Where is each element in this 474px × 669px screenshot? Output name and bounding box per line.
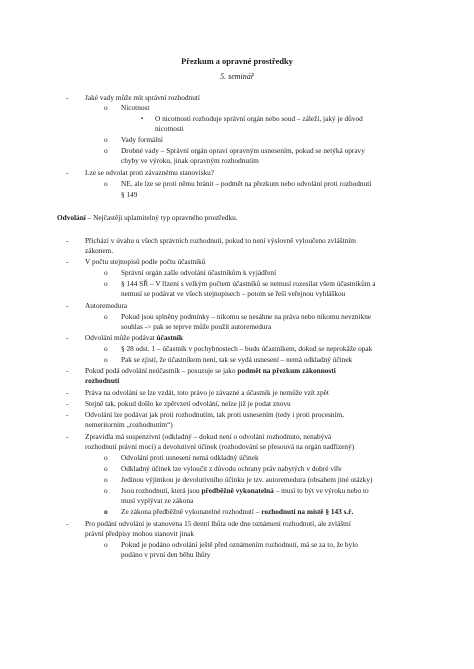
circle-marker: o — [104, 103, 108, 112]
document-subtitle: 5. seminář — [220, 72, 254, 81]
list-item-continuation: chyby ve výroku, jinak opravným rozhodnutím — [121, 156, 259, 165]
circle-marker: o — [104, 312, 108, 321]
list-item: Drobné vady – Správní orgán opraví opravným usnesením, pokud se netýká opravy — [121, 146, 365, 155]
circle-marker: o — [104, 486, 108, 495]
list-item-continuation: rozhodnutí právní moci) a devolutivní účinek (rozhodování se přesouvá na orgán nadřízený) — [85, 442, 355, 451]
list-item: Odvolání proti usnesení nemá odkladný účinek — [121, 453, 259, 462]
dash-marker: - — [66, 333, 69, 342]
list-item: Stejně tak, pokud došlo ke zpětvzetí odvolání, nelze již je podat znovu — [85, 399, 291, 408]
list-item: O nicotnosti rozhoduje správní orgán nebo soud – záleží, jaký je důvod — [155, 114, 363, 123]
circle-marker: o — [104, 146, 108, 155]
dash-marker: - — [66, 257, 69, 266]
list-item: Správní orgán zašle odvolání účastníkům k vyjádření — [121, 268, 277, 277]
dash-marker: - — [66, 519, 69, 528]
list-item-continuation: zákonem. — [85, 246, 114, 255]
circle-marker: o — [104, 268, 108, 277]
list-item: Nicotnost — [121, 103, 150, 112]
list-item-continuation: musí vyplývat ze zákona — [121, 496, 194, 505]
circle-marker: o — [104, 540, 108, 549]
list-item: Lze se odvolat proti závaznému stanovisku? — [85, 168, 215, 177]
circle-marker: o — [104, 464, 108, 473]
list-item: § 28 odst. 1 – účastník v pochybnostech – budu účastníkem, dokud se neprokáže opak — [121, 344, 373, 353]
list-item-text: Odvolání může podávat — [85, 333, 157, 342]
dash-marker: - — [66, 301, 69, 310]
section-heading-text: – Nejčastěji uplatnitelný typ opravného prostředku. — [85, 213, 238, 222]
list-item-continuation: § 149 — [121, 190, 138, 199]
list-item: Autoremedura — [85, 301, 128, 310]
list-item: Pokud je podáno odvolání ještě před oznámením rozhodnutí, má se za to, že bylo — [121, 540, 358, 549]
list-item — [121, 486, 369, 496]
list-item: Odkladný účinek lze vyloučit z důvodu ochrany práv nabytých v dobré víře — [121, 464, 342, 473]
list-item — [85, 366, 336, 376]
circle-marker: o — [104, 453, 108, 462]
emphasis-text: rozhodnutí na místě § 143 s.ř. — [261, 507, 354, 516]
circle-marker: o — [104, 507, 108, 516]
list-item-continuation: rozhodnutí — [85, 376, 120, 385]
list-item: Odvolání lze podávat jak proti rozhodnutím, tak proti usnesením (tedy i proti procesním, — [85, 410, 344, 419]
circle-marker: o — [104, 279, 108, 288]
list-item: Pro podání odvolání je stanovena 15 denní lhůta ode dne oznámení rozhodnutí, ale zvláštní — [85, 519, 351, 528]
list-item-continuation: souhlas -> pak se teprve může použít autoremedura — [121, 322, 272, 331]
list-item — [121, 507, 353, 517]
list-item — [85, 333, 183, 343]
circle-marker: o — [104, 179, 108, 188]
dash-marker: - — [66, 432, 69, 441]
list-item: § 144 SŘ – V řízení s velkým počtem účastníků se nemusí rozesílat všem účastníkům a — [121, 279, 376, 288]
list-item: Pak se zjistí, že účastníkem není, tak se vydá usnesení – nemá odkladný účinek — [121, 355, 353, 364]
list-item-text: Pokud podá odvolání neúčastník – posuzuje se jako — [85, 366, 238, 375]
list-item-text: Ze zákona předběžně vykonatelné rozhodnutí – — [121, 507, 262, 516]
dash-marker: - — [66, 410, 69, 419]
circle-marker: o — [104, 135, 108, 144]
list-item-continuation: právní předpisy mohou stanovit jinak — [85, 529, 195, 538]
dash-marker: - — [66, 236, 69, 245]
emphasis-text: předběžně vykonatelná — [201, 486, 274, 495]
dash-marker: - — [66, 168, 69, 177]
list-item-text: – musí to být ve výroku nebo to — [273, 486, 369, 495]
emphasis-text: účastník — [156, 333, 183, 342]
list-item: Pokud jsou splněny podmínky – nikomu se nesáhne na práva nebo nikomu nevznikne — [121, 312, 372, 321]
list-item-continuation: nemeritorním „rozhodnutím“) — [85, 420, 173, 429]
list-item: Přichází v úvahu u všech správních rozhodnutí, pokud to není výslovně vyloučeno zvláštním — [85, 236, 356, 245]
list-item-text: Jsou rozhodnutí, která jsou — [121, 486, 202, 495]
list-item: V počtu stejnopisů podle počtu účastníků — [85, 257, 206, 266]
dash-marker: - — [66, 93, 69, 102]
list-item: NE, ale lze se proti němu bránit – podmět na přezkum nebo odvolání proti rozhodnutí — [121, 179, 372, 188]
square-marker: ▪ — [141, 116, 144, 122]
list-item: Jedinou výjimkou je devolutivního účinku je tzv. autoremedura (obsahem jiné otázky) — [121, 475, 373, 484]
circle-marker: o — [104, 344, 108, 353]
list-item: Práva na odvolání se lze vzdát, toto právo je závazné a účastník je nemůže vzít zpět — [85, 388, 329, 397]
document-title: Přezkum a opravné prostředky — [181, 57, 293, 66]
dash-marker: - — [66, 366, 69, 375]
list-item: Jaké vady může mít správní rozhodnutí — [85, 93, 200, 102]
circle-marker: o — [104, 355, 108, 364]
dash-marker: - — [66, 388, 69, 397]
circle-marker: o — [104, 475, 108, 484]
section-heading: Odvolání — [57, 213, 86, 222]
dash-marker: - — [66, 399, 69, 408]
section-heading-line — [57, 213, 238, 223]
list-item-continuation: nemusí se podávat ve všech stejnopisech – potom se řeší veřejnou vyhláškou — [121, 289, 346, 298]
list-item-continuation: nicotnosti — [155, 124, 184, 133]
emphasis-text: podmět na přezkum zákonnosti — [237, 366, 336, 375]
list-item: Vady formální — [121, 135, 163, 144]
list-item-continuation: podáno v první den běhu lhůty — [121, 550, 211, 559]
list-item: Zpravidla má suspenzivní (odkladný – dokud není o odvolání rozhodnuto, nenabývá — [85, 432, 332, 441]
